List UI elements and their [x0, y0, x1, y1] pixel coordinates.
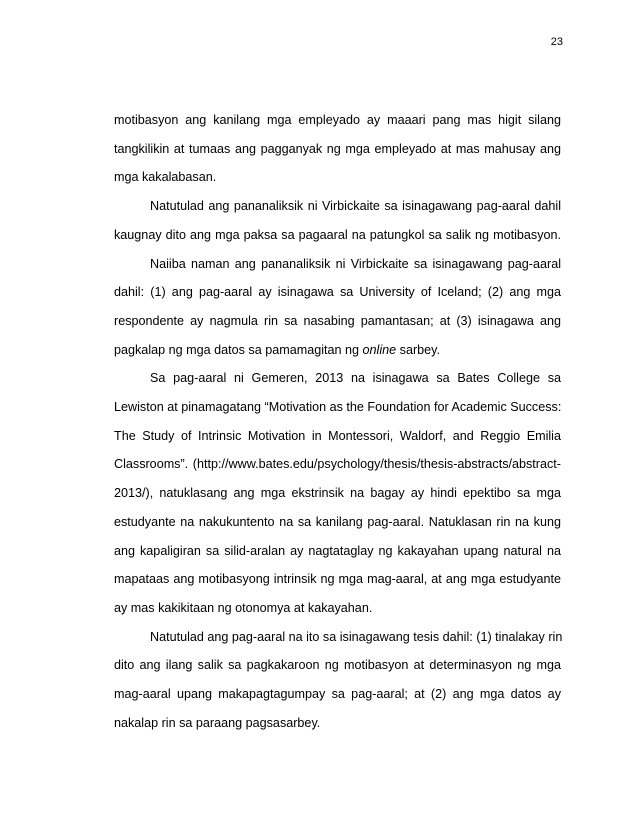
text-line: motibasyon ang kanilang mga empleyado ay maaari pang mas higit silang — [114, 113, 561, 127]
text-line: dahil: (1) ang pag-aaral ay isinagawa sa University of Iceland; (2) ang mga — [114, 285, 561, 300]
text-line: dito ang ilang salik sa pagkakaroon ng motibasyon at determinasyon ng mga — [114, 658, 561, 673]
text-line — [114, 342, 561, 358]
text-line: mapataas ang motibasyong intrinsik ng mga mag-aaral, at ang mga estudyante — [114, 572, 561, 587]
text-line: Lewiston at pinamagatang “Motivation as the Foundation for Academic Success: — [114, 400, 562, 414]
text-line: estudyante na nakukuntento na sa kanilang pag-aaral. Natuklasan rin na kung — [114, 514, 561, 529]
italic-term: online — [362, 342, 397, 357]
text-line: Natutulad ang pag-aaral na ito sa isinagawang tesis dahil: (1) tinalakay rin — [150, 629, 563, 644]
text-line: nakalap rin sa paraang pagsasarbey. — [114, 715, 321, 730]
text-line: ang kapaligiran sa silid-aralan ay nagtataglay ng kakayahan upang natural na — [114, 543, 561, 558]
text-line: kaugnay dito ang mga paksa sa pagaaral na patungkol sa salik ng motibasyon. — [114, 227, 561, 242]
text-line: Classrooms”. (http://www.bates.edu/psychology/thesis/thesis-abstracts/abstract- — [114, 457, 561, 472]
text-line: ay mas kakikitaan ng otonomya at kakayahan. — [114, 600, 373, 615]
text-line: respondente ay nagmula rin sa nasabing pamantasan; at (3) isinagawa ang — [114, 313, 561, 328]
text-line: tangkilikin at tumaas ang pagganyak ng mga empleyado at mas mahusay ang — [114, 141, 561, 156]
text-line: mga kakalabasan. — [114, 170, 217, 185]
text-line: mag-aaral upang makapagtagumpay sa pag-aaral; at (2) ang mga datos ay — [114, 687, 561, 701]
page-number: 23 — [550, 36, 563, 48]
text-span: sarbey. — [396, 342, 441, 357]
text-line: The Study of Intrinsic Motivation in Montessori, Waldorf, and Reggio Emilia — [114, 428, 561, 443]
text-line: Sa pag-aaral ni Gemeren, 2013 na isinagawa sa Bates College sa — [150, 371, 561, 386]
text-line: 2013/), natuklasang ang mga ekstrinsik na bagay ay hindi epektibo sa mga — [114, 486, 561, 501]
text-line: Natutulad ang pananaliksik ni Virbickaite sa isinagawang pag-aaral dahil — [150, 199, 561, 214]
text-line: Naiiba naman ang pananaliksik ni Virbickaite sa isinagawang pag-aaral — [150, 256, 561, 271]
text-span: pagkalap ng mga datos sa pamamagitan ng — [114, 342, 363, 357]
